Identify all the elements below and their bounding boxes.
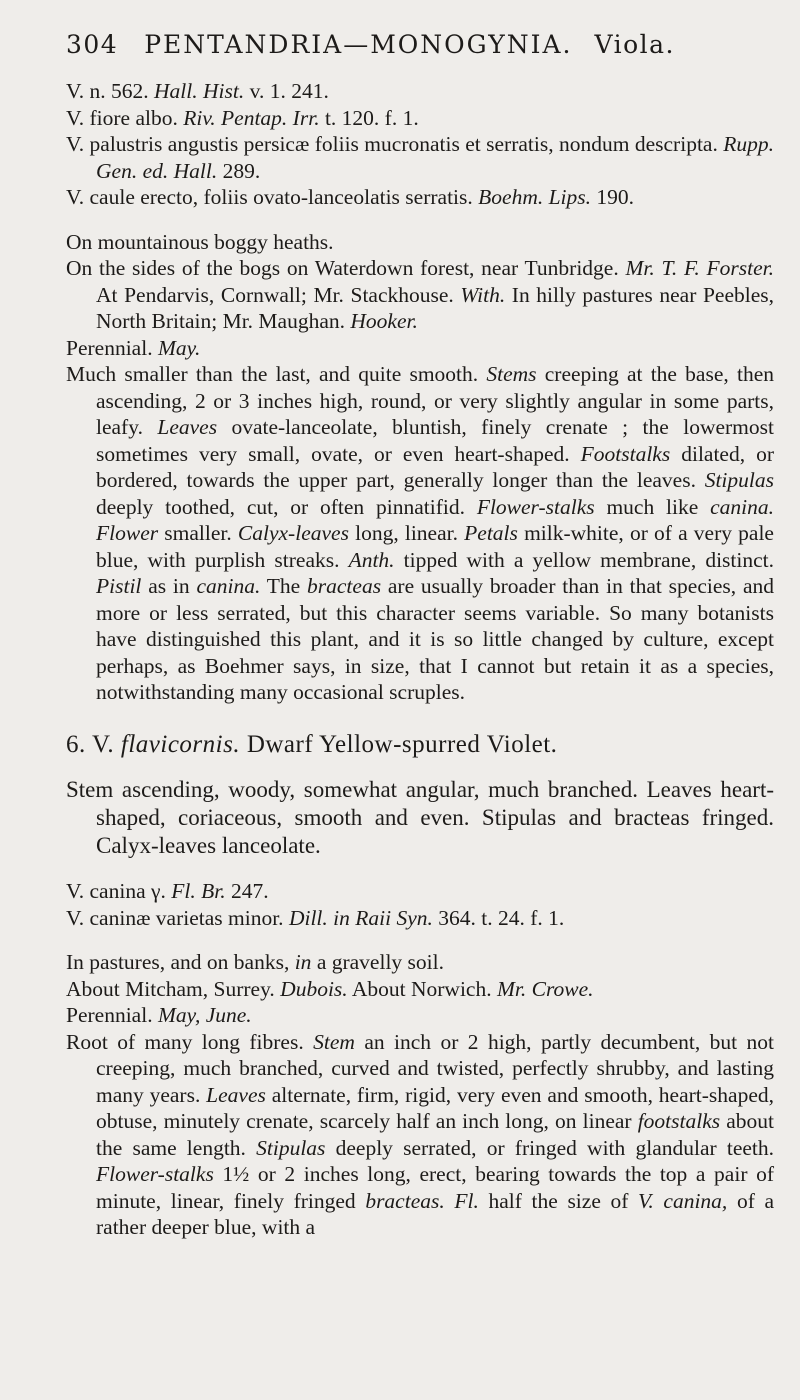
habitat-paragraph: On mountainous boggy heaths. [66, 229, 334, 254]
description-paragraph: Much smaller than the last, and quite smooth. Stems creeping at the base, then ascending, 2 or 3 inches high, round, or very slightly angular in some parts, leafy. Leaves ovate-lanceolate, bluntish, finely crenate ; the lowermost sometimes very small, ovate, or even heart-shaped. Footstalks dilated, or bordered, towards the upper part, generally longer than the leaves. Stipulas deeply toothed, cut, or often pinnatifid. Flower-stalks much like canina. Flower smaller. Calyx-leaves long, linear. Petals milk-white, or of a very pale blue, with purplish streaks. Anth. tipped with a yellow membrane, distinct. Pistil as in canina. The bracteas are usually broader than in that species, and more or less serrated, but this character seems variable. So many botanists have distinguished this plant, and it is so little changed by culture, except perhaps, as Boehmer says, in size, that I cannot but retain it as a species, notwithstanding many occasional scruples. [66, 362, 775, 704]
spacer [66, 706, 774, 732]
synonym-line: V. n. 562. Hall. Hist. v. 1. 241. [66, 79, 329, 103]
duration-line: Perennial. May, June. [66, 1003, 252, 1027]
synonym-line: V. palustris angustis persicæ foliis mucronatis et serratis, nondum descripta. Rupp. Gen. ed. Hall. 289. [66, 132, 774, 183]
synonym-line: V. caninæ varietas minor. Dill. in Raii Syn. 364. t. 24. f. 1. [66, 905, 565, 930]
spacer [66, 211, 774, 229]
duration-line: Perennial. May. [66, 335, 201, 360]
genus-heading: Viola. [594, 30, 675, 59]
spacer [66, 860, 774, 878]
habitat-paragraph: In pastures, and on banks, in a gravelly soil. [66, 950, 444, 974]
locality-paragraph: About Mitcham, Surrey. Dubois. About Norwich. Mr. Crowe. [66, 976, 594, 1001]
spacer [66, 931, 774, 949]
description-paragraph: Root of many long fibres. Stem an inch or 2 high, partly decumbent, but not creeping, much branched, curved and twisted, perfectly shrubby, and lasting many years. Leaves alternate, firm, rigid, very even and smooth, heart-shaped, obtuse, minutely crenate, scarcely half an inch long, on linear footstalks about the same length. Stipulas deeply serrated, or fringed with glandular teeth. Flower-stalks 1½ or 2 inches long, erect, bearing towards the top a pair of minute, linear, finely fringed bracteas. Fl. half the size of V. canina, of a rather deeper blue, with a [66, 1029, 775, 1239]
species-heading: 6. V. flavicornis. Dwarf Yellow-spurred Violet. [66, 730, 558, 758]
spacer [66, 758, 774, 776]
synonym-line: V. caule erecto, foliis ovato-lanceolatis serratis. Boehm. Lips. 190. [66, 185, 635, 209]
running-head [66, 30, 760, 59]
locality-paragraph: On the sides of the bogs on Waterdown forest, near Tunbridge. Mr. T. F. Forster. At Pendarvis, Cornwall; Mr. Stackhouse. With. In hilly pastures near Peebles, North Britain; Mr. Maughan. Hooker. [66, 256, 774, 333]
species-diagnosis: Stem ascending, woody, somewhat angular, much branched. Leaves heart-shaped, coriaceous, smooth and even. Stipulas and bracteas fringed. Calyx-leaves lanceolate. [66, 777, 774, 858]
synonym-line: V. fiore albo. Riv. Pentap. Irr. t. 120. f. 1. [66, 105, 419, 130]
running-title: PENTANDRIA—MONOGYNIA. [144, 30, 573, 59]
page-number: 304 [66, 30, 119, 59]
synonym-line: V. canina γ. Fl. Br. 247. [66, 879, 269, 903]
page-body [66, 78, 774, 1241]
